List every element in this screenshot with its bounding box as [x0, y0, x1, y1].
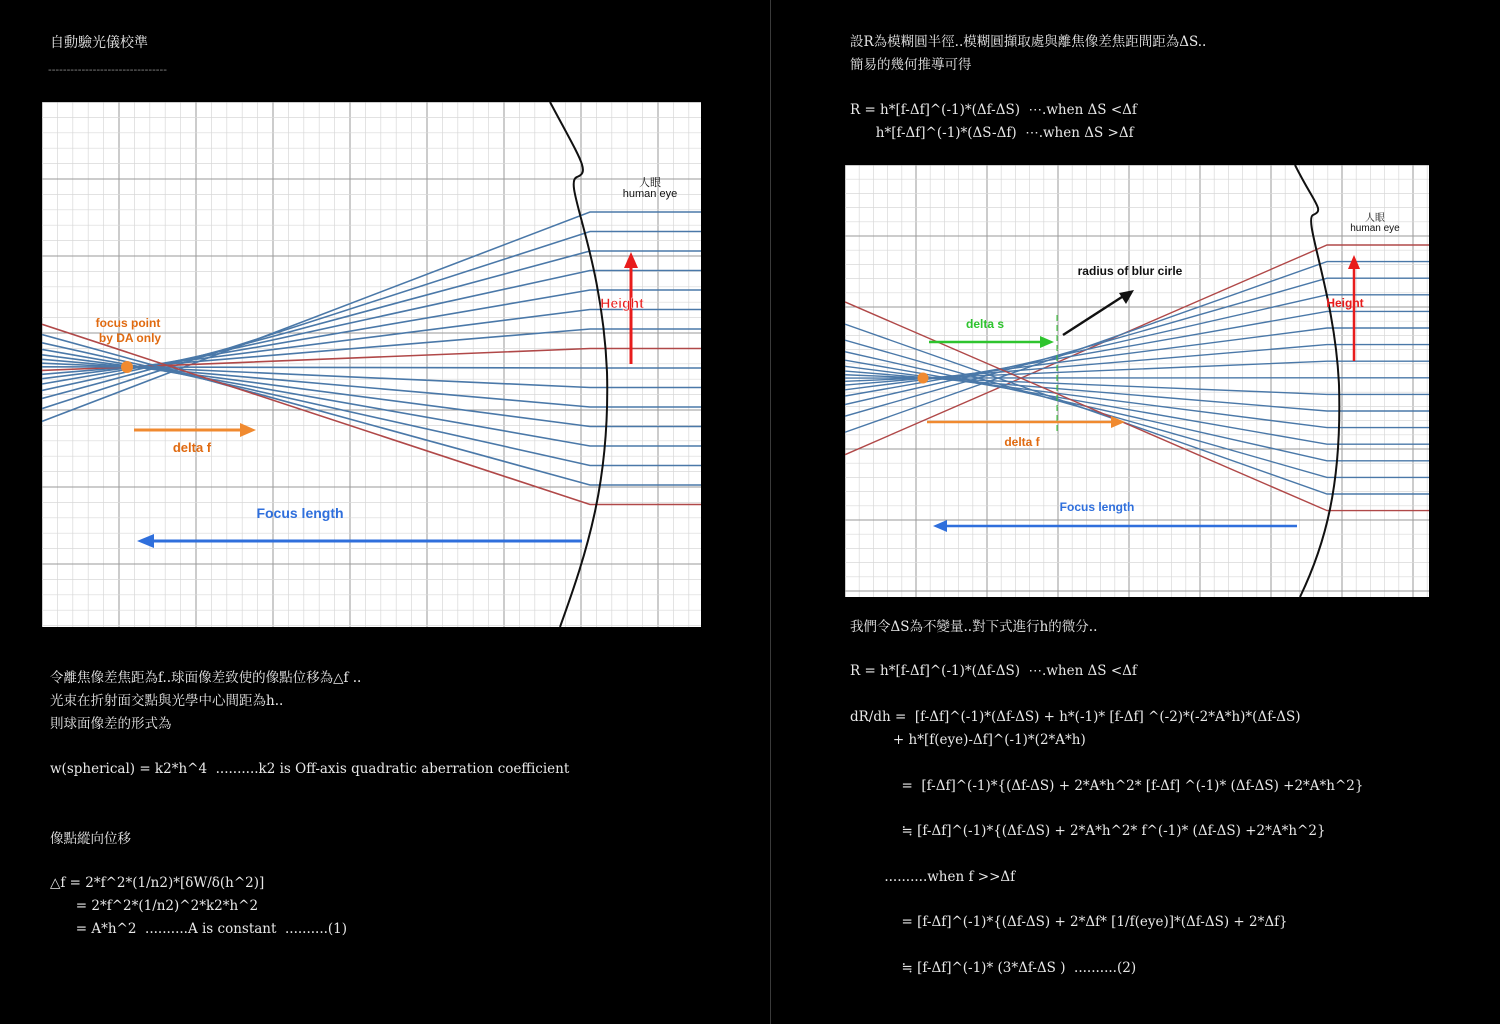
eye-label-zh: 人眼 — [639, 177, 661, 189]
focus-length-label: Focus length — [1059, 500, 1135, 514]
focus-length-label: Focus length — [256, 505, 344, 521]
right-derivative-4: = [f-Δf]^(-1)*{(Δf-ΔS) + 2*Δf* [1/f(eye)]*(Δf-ΔS) + 2*Δf} — [850, 914, 1288, 930]
diagram-blur-circle — [845, 165, 1429, 597]
focus-point-dot — [121, 361, 133, 373]
left-spherical-formula: w(spherical) = k2*h^4 ..........k2 is Off-axis quadratic aberration coefficient — [50, 761, 570, 777]
diagram-1-canvas — [42, 102, 701, 627]
eye-label-en: human eye — [1350, 223, 1400, 234]
delta-f-label: delta f — [1004, 435, 1040, 449]
left-equation-1: △f = 2*f^2*(1/n2)*[δW/δ(h^2)] = 2*f^2*(1/n2)^2*k2*h^2 = A*h^2 ..........A is constant ..........(1) — [50, 875, 348, 937]
focus-point-dot — [918, 373, 929, 384]
right-derivative-1: dR/dh = [f-Δf]^(-1)*(Δf-ΔS) + h*(-1)* [f-Δf] ^(-2)*(-2*A*h)*(Δf-ΔS) + h*[f(eye)-Δf]^(-1)*(2*A*h) — [850, 709, 1301, 748]
delta-f-label: delta f — [172, 440, 212, 455]
eye-label-en: human eye — [622, 188, 678, 200]
light-ray — [845, 311, 1429, 396]
height-arrow-head — [624, 252, 638, 268]
right-derivative-2: = [f-Δf]^(-1)*{(Δf-ΔS) + 2*A*h^2* [f-Δf] ^(-1)* (Δf-ΔS) +2*A*h^2} — [850, 778, 1364, 794]
right-formula-r: R = h*[f-Δf]^(-1)*(Δf-ΔS) ⋯.when ΔS <Δf — [850, 663, 1137, 679]
right-equation-2: ≒ [f-Δf]^(-1)* (3*Δf-ΔS ) ..........(2) — [850, 960, 1137, 976]
right-blur-radius-formula: R = h*[f-Δf]^(-1)*(Δf-ΔS) ⋯.when ΔS <Δf h*[f-Δf]^(-1)*(ΔS-Δf) ⋯.when ΔS >Δf — [850, 102, 1137, 141]
delta-s-arrow-head — [1040, 336, 1054, 348]
left-heading-displacement: 像點縱向位移 — [50, 831, 131, 847]
page-title: 自動驗光儀校準 — [50, 35, 148, 51]
height-label: Height — [1326, 296, 1364, 310]
delta-s-label: delta s — [965, 317, 1005, 331]
left-paragraph-1: 令離焦像差焦距為f..球面像差致使的像點位移為△f .. 光束在折射面交點與光學中心間距為h.. 則球面像差的形式為 — [50, 670, 362, 732]
focus-point-label-1: focus point — [95, 316, 161, 330]
right-paragraph-1: 設R為模糊圓半徑..模糊圓擷取處與離焦像差焦距間距為ΔS.. 簡易的幾何推導可得 — [850, 34, 1207, 73]
right-condition: ..........when f >>Δf — [850, 869, 1016, 885]
blur-radius-label: radius of blur cirle — [1077, 264, 1183, 278]
height-label: Height — [600, 295, 644, 311]
cornea-curve — [1295, 165, 1339, 597]
focus-point-label-2: by DA only — [98, 331, 162, 345]
focus-length-arrow-head — [137, 534, 154, 548]
diagram-spherical-aberration — [42, 102, 701, 627]
right-paragraph-2: 我們令ΔS為不變量..對下式進行h的微分.. — [850, 619, 1098, 635]
eye-label-zh: 人眼 — [1365, 213, 1385, 224]
right-derivative-3: ≒ [f-Δf]^(-1)*{(Δf-ΔS) + 2*A*h^2* f^(-1)* (Δf-ΔS) +2*A*h^2} — [850, 823, 1326, 839]
page-divider — [770, 0, 771, 1024]
diagram-2-canvas — [845, 165, 1429, 597]
focus-length-arrow-head — [933, 520, 947, 532]
light-ray — [42, 324, 701, 504]
light-ray — [845, 360, 1429, 444]
title-underline: -------------------------------- — [48, 63, 167, 76]
